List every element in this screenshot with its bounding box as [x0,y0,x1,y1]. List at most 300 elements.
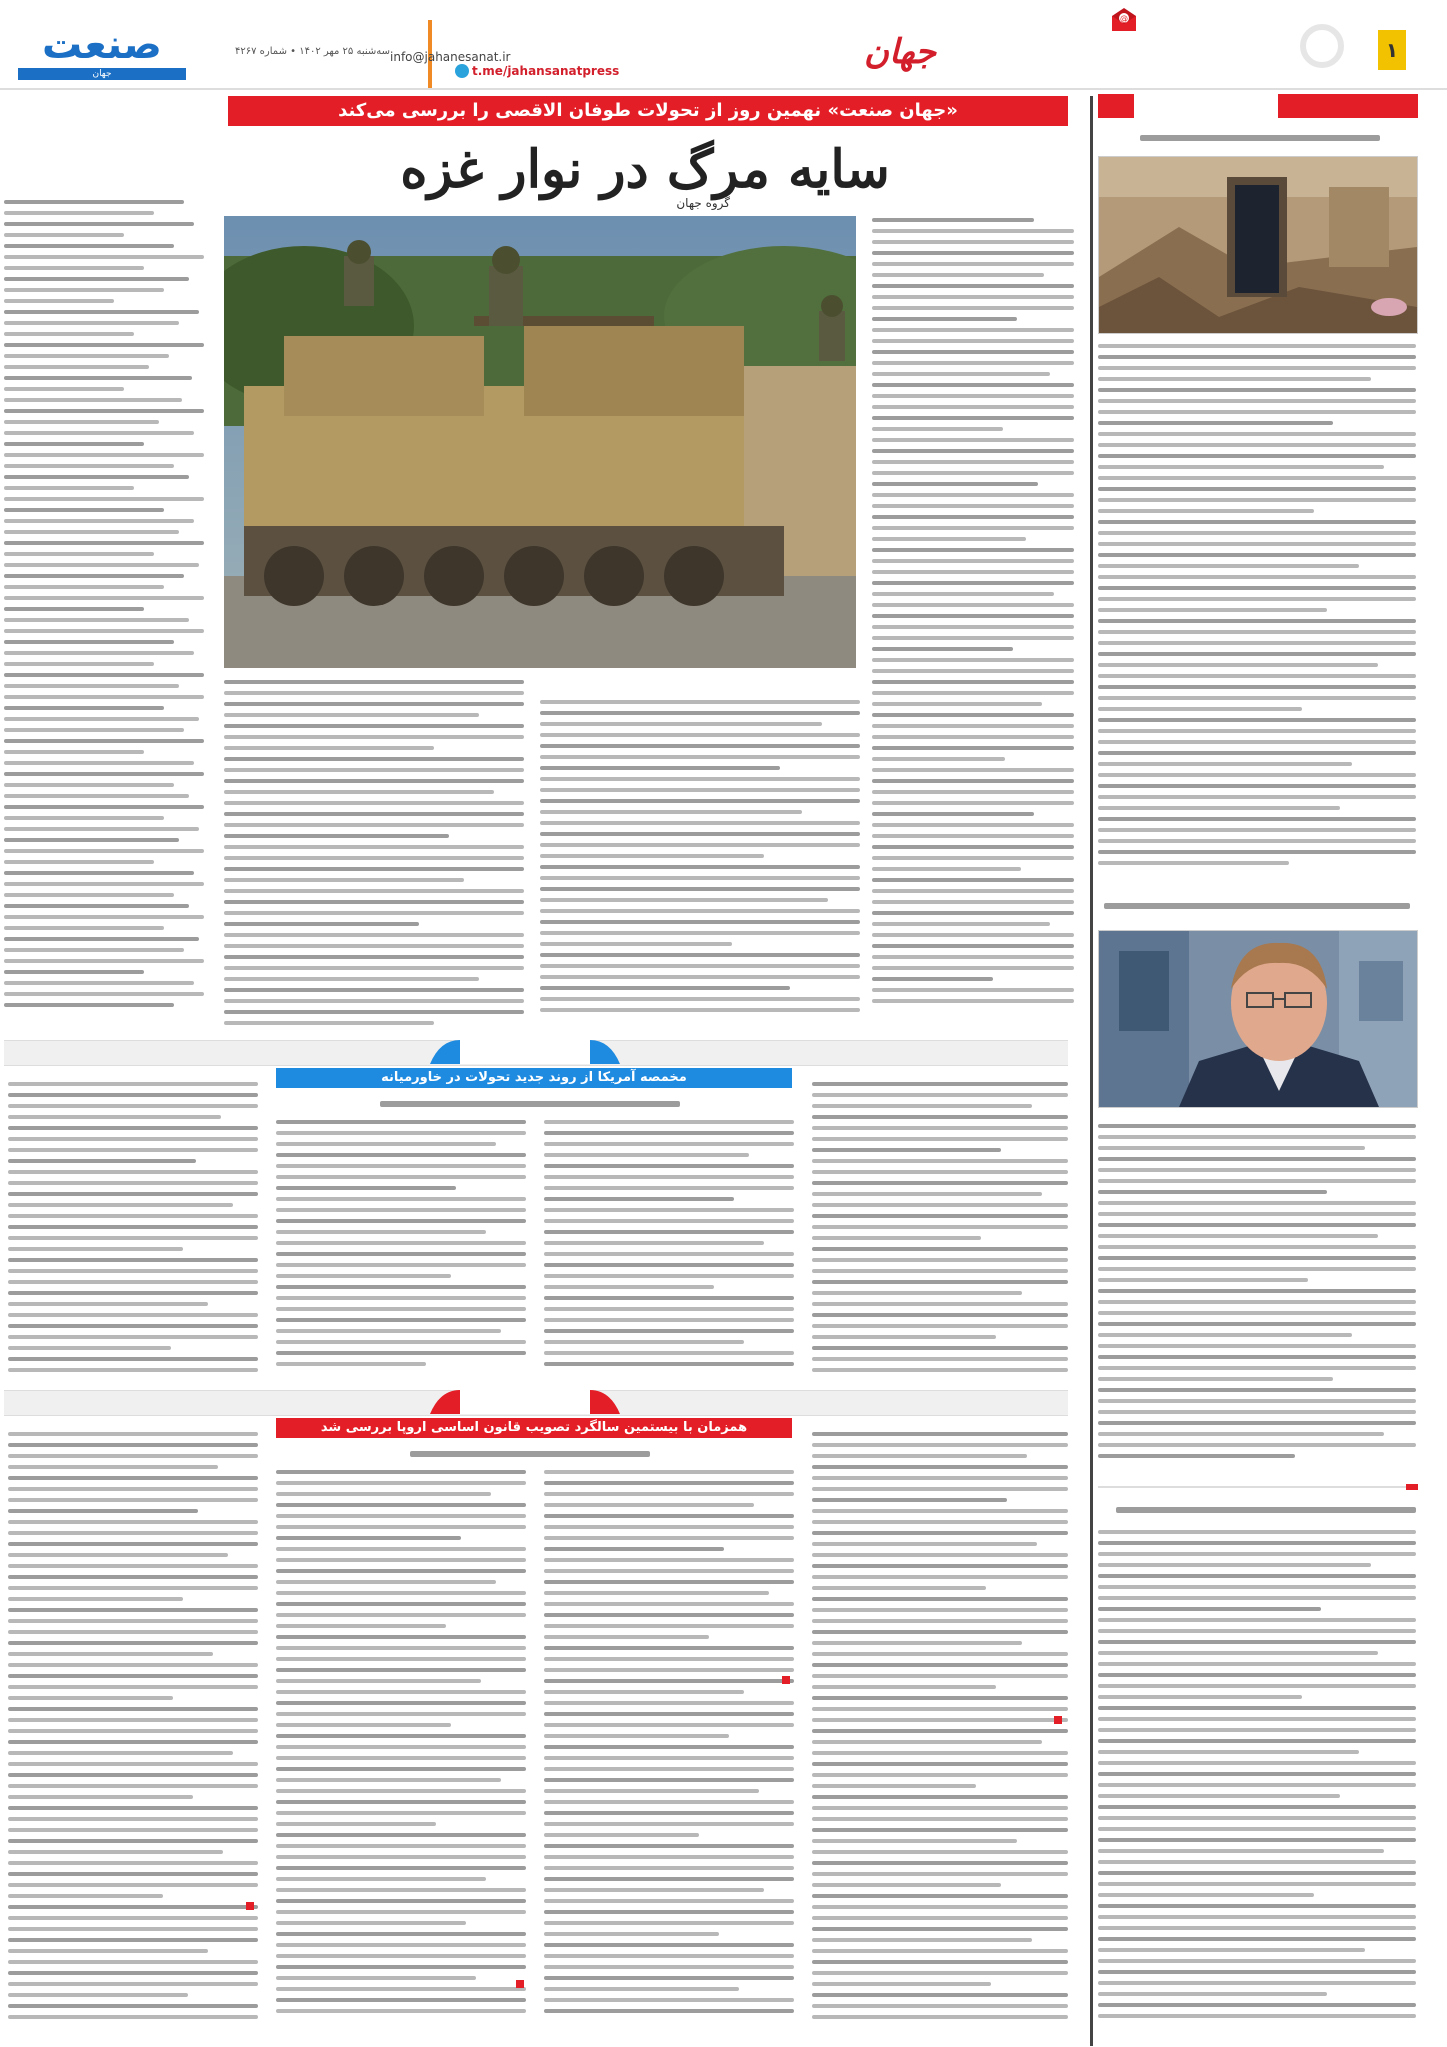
text-line [544,1844,794,1848]
text-line [224,702,524,706]
text-line [4,497,204,501]
text-line [276,1866,526,1870]
text-line [1098,1344,1416,1348]
text-line [812,1093,1068,1097]
text-line [872,779,1074,783]
text-line [544,1525,794,1529]
text-line [1098,1959,1416,1963]
text-line [8,1938,258,1942]
text-line [4,860,154,864]
text-line [812,1817,1068,1821]
text-line [276,1800,526,1804]
text-line [812,1280,1068,1284]
text-line [8,1685,258,1689]
text-line [1098,1783,1416,1787]
text-line [812,1335,996,1339]
text-line [4,200,184,204]
text-line [276,1503,526,1507]
text-line [1098,1377,1333,1381]
text-line [544,1536,794,1540]
text-line [1098,751,1416,755]
text-line [1098,1684,1416,1688]
text-line [276,1186,456,1190]
text-line [1098,1278,1308,1282]
text-line [8,1663,258,1667]
text-line [544,1811,794,1815]
text-line [544,1164,794,1168]
sidebar-story-1-text [1098,344,1416,884]
text-line [540,865,860,869]
text-line [544,1602,794,1606]
text-line [276,1274,451,1278]
text-line [1098,366,1416,370]
text-line [812,1465,1068,1469]
main-story-column-right [872,218,1074,1030]
text-line [1098,795,1416,799]
text-line [224,889,524,893]
text-line [540,700,860,704]
text-line [540,942,732,946]
text-line [4,354,169,358]
text-line [812,1905,1068,1909]
text-line [1098,542,1416,546]
masthead-rule [0,88,1447,90]
text-line [224,944,524,948]
text-line [812,1740,1042,1744]
text-line [8,1104,258,1108]
text-line [544,1285,714,1289]
sidebar-tab-left [1098,94,1134,118]
text-line [8,1927,258,1931]
text-line [8,2004,258,2008]
text-line [1098,773,1416,777]
text-line [276,1208,526,1212]
article-end-marker [1054,1716,1062,1724]
text-line [812,1137,1068,1141]
text-line [276,1712,526,1716]
text-line [872,482,1038,486]
text-line [812,1729,1068,1733]
text-line [812,1861,1068,1865]
text-line [8,1357,258,1361]
text-line [1098,1838,1416,1842]
text-line [812,1126,1068,1130]
text-line [4,816,164,820]
text-line [4,563,199,567]
text-line [8,1762,258,1766]
text-line [1098,487,1416,491]
text-line [8,1707,258,1711]
text-line [4,981,194,985]
text-line [1098,1772,1416,1776]
text-line [1098,707,1302,711]
text-line [544,1175,794,1179]
text-line [4,893,174,897]
text-line [1098,465,1384,469]
text-line [4,332,134,336]
text-line [224,966,524,970]
text-line [8,1126,258,1130]
text-line [812,1520,1068,1524]
text-line [812,1883,1001,1887]
text-line [276,1142,496,1146]
text-line [812,1971,1068,1975]
text-line [544,2009,794,2013]
text-line [8,1575,258,1579]
text-line [276,1921,466,1925]
sidebar-story-2-text [1098,1124,1416,1494]
text-line [872,812,1034,816]
text-line [812,1291,1022,1295]
sidebar-story-2-title [1104,896,1410,916]
text-line [1098,476,1416,480]
section-three-column-4 [812,1432,1068,2042]
text-line [872,284,1074,288]
text-line [4,585,164,589]
text-line [812,1630,1068,1634]
text-line [276,1767,526,1771]
text-line [1098,377,1371,381]
text-line [540,909,860,913]
section-three-title [410,1444,650,1464]
text-line [1098,850,1416,854]
text-line [4,233,124,237]
section-two-column-4 [812,1082,1068,1392]
text-line [276,1976,476,1980]
text-line [1098,520,1416,524]
text-line [276,1120,526,1124]
section-two-title [380,1094,680,1114]
text-line [872,493,1074,497]
text-line [1098,1179,1416,1183]
text-line [224,1021,434,1025]
text-line [1098,575,1416,579]
text-line [4,992,204,996]
section-two-column-3 [544,1120,794,1392]
text-line [8,1247,183,1251]
text-line [4,310,199,314]
text-line [812,1927,1068,1931]
text-line [1098,729,1416,733]
text-line [540,997,860,1001]
text-line [4,376,192,380]
text-line [8,1641,258,1645]
text-line [1098,1201,1416,1205]
text-line [1098,663,1378,667]
text-line [4,277,189,281]
text-line [8,1225,258,1229]
text-line [1098,1135,1416,1139]
text-line [1098,432,1416,436]
text-line [276,1153,526,1157]
text-line [872,515,1074,519]
text-line [1098,1146,1365,1150]
text-line [1098,454,1416,458]
text-line [544,1241,764,1245]
text-line [8,1619,258,1623]
text-line [1098,564,1359,568]
text-line [812,1346,1068,1350]
left-column-text [4,200,214,1020]
text-line [540,766,780,770]
text-line [872,878,1074,882]
text-line [544,1208,794,1212]
text-line [872,911,1074,915]
text-line [544,1481,794,1485]
text-line [276,1943,526,1947]
text-line [540,810,802,814]
text-line [544,1932,719,1936]
text-line [540,755,860,759]
text-line [1098,1432,1384,1436]
text-line [8,1608,258,1612]
text-line [4,926,164,930]
text-line [276,1351,526,1355]
text-line [872,900,1074,904]
text-line [812,1313,1068,1317]
text-line [4,222,194,226]
text-line [8,1916,258,1920]
text-line [544,1558,794,1562]
text-line [812,1487,1068,1491]
text-line [224,790,494,794]
text-line [4,959,204,963]
text-line [1098,740,1416,744]
text-line [8,1302,208,1306]
text-line [4,409,204,413]
text-line [224,768,524,772]
text-line [8,1432,258,1436]
main-story-kicker: «جهان صنعت» نهمین روز از تحولات طوفان الاقصی را بررسی می‌کند [228,96,1068,126]
text-line [812,1850,1068,1854]
text-line [8,1597,183,1601]
text-line [540,1008,860,1012]
text-line [872,625,1074,629]
section-three-column-3 [544,1470,794,2042]
text-line [8,1960,258,1964]
text-line [1098,1926,1416,1930]
text-line [1098,1805,1416,1809]
text-line [276,1263,526,1267]
text-line [1098,1190,1327,1194]
text-line [812,1247,1068,1251]
section-two-column-2 [276,1120,526,1392]
text-line [4,244,174,248]
text-line [276,1624,446,1628]
text-line [1098,1750,1359,1754]
text-line [812,1674,1068,1678]
text-line [540,854,764,858]
issue-date-line: سه‌شنبه ۲۵ مهر ۱۴۰۲ • شماره ۴۲۶۷ [235,46,390,57]
text-line [812,1806,1068,1810]
text-line [8,1894,163,1898]
text-line [872,614,1074,618]
text-line [812,1784,976,1788]
text-line [276,1690,526,1694]
text-line [276,1569,526,1573]
telegram-link[interactable]: t.me/jahansanatpress [472,64,620,78]
text-line [540,876,860,880]
text-line [276,1833,526,1837]
text-line [276,1635,526,1639]
text-line [8,1586,258,1590]
text-line [4,596,204,600]
text-line [8,1487,258,1491]
text-line [276,1877,486,1881]
text-line [4,739,204,743]
text-line [872,691,1074,695]
text-line [276,1745,526,1749]
text-line [544,1219,794,1223]
text-line [8,1883,258,1887]
sidebar-story-3-marker [1406,1484,1418,1490]
text-line [1098,1948,1365,1952]
text-line [540,777,860,781]
text-line [1098,630,1416,634]
text-line [8,1993,188,1997]
text-line [276,1679,481,1683]
text-line [8,1520,258,1524]
text-line [872,328,1074,332]
text-line [4,882,204,886]
text-line [1098,1607,1321,1611]
text-line [1140,135,1380,141]
text-line [224,801,524,805]
text-line [4,508,164,512]
text-line [4,288,164,292]
text-line [812,1159,1068,1163]
text-line [8,1751,233,1755]
text-line [872,471,1074,475]
text-line [1098,1585,1416,1589]
text-line [812,1751,1068,1755]
text-line [276,1613,526,1617]
text-line [812,1553,1068,1557]
text-line [1098,1937,1416,1941]
text-line [872,823,1074,827]
text-line [540,964,860,968]
text-line [1098,1596,1416,1600]
text-line [872,449,1074,453]
text-line [812,1564,1068,1568]
text-line [224,680,524,684]
text-line [544,1470,794,1474]
telegram-icon [455,64,469,78]
text-line [276,1668,526,1672]
text-line [544,1296,794,1300]
text-line [8,1082,258,1086]
text-line [812,1872,1068,1876]
text-line [812,1707,1068,1711]
text-line [812,1652,1068,1656]
text-line [812,1828,1068,1832]
text-line [812,1795,1068,1799]
text-line [4,728,184,732]
text-line [544,1351,794,1355]
page-number: ۱ [1378,30,1406,70]
text-line [872,383,1074,387]
text-line [1098,531,1416,535]
article-end-marker [782,1676,790,1684]
text-line [812,1960,1068,1964]
text-line [872,746,1074,750]
text-line [8,1236,258,1240]
text-line [1098,498,1416,502]
text-line [872,768,1074,772]
text-line [812,1148,1001,1152]
contact-email[interactable]: info@jahanesanat.ir [390,50,511,64]
text-line [812,1663,1068,1667]
text-line [544,1756,794,1760]
text-line [544,1646,794,1650]
text-line [8,1214,258,1218]
text-line [812,1839,1017,1843]
text-line [8,1258,258,1262]
text-line [1098,388,1416,392]
text-line [812,1575,1068,1579]
text-line [4,442,144,446]
text-line [1098,1574,1416,1578]
section-two-tab [430,1040,620,1064]
text-line [8,2015,258,2019]
text-line [4,695,204,699]
text-line [812,1586,986,1590]
text-line [276,1481,526,1485]
text-line [8,1368,258,1372]
main-story-column-left [224,680,524,1040]
text-line [276,1470,526,1474]
text-line [4,365,149,369]
text-line [8,1443,258,1447]
text-line [872,955,1074,959]
text-line [276,1241,526,1245]
text-line [4,398,182,402]
text-line [872,735,1074,739]
text-line [1098,762,1352,766]
text-line [544,1712,794,1716]
text-line [812,1104,1032,1108]
text-line [224,779,524,783]
text-line [872,922,1050,926]
text-line [4,618,189,622]
text-line [1098,1157,1416,1161]
text-line [276,1252,526,1256]
text-line [812,1181,1068,1185]
text-line [812,1258,1068,1262]
text-line [540,799,860,803]
text-line [872,218,1034,222]
text-line [1098,410,1416,414]
text-line [1098,608,1327,612]
text-line [1098,421,1333,425]
text-line [276,1987,526,1991]
article-end-marker [516,1980,524,1988]
text-line [1098,1728,1416,1732]
text-line [8,1817,258,1821]
text-line [812,2015,1068,2019]
text-line [4,475,189,479]
text-line [1098,355,1416,359]
text-line [8,1652,213,1656]
text-line [276,1910,526,1914]
text-line [8,1905,258,1909]
text-line [8,1542,258,1546]
text-line [8,1630,258,1634]
text-line [544,1318,794,1322]
text-line [540,733,860,737]
text-line [4,574,184,578]
section-two-column-1 [8,1082,258,1392]
